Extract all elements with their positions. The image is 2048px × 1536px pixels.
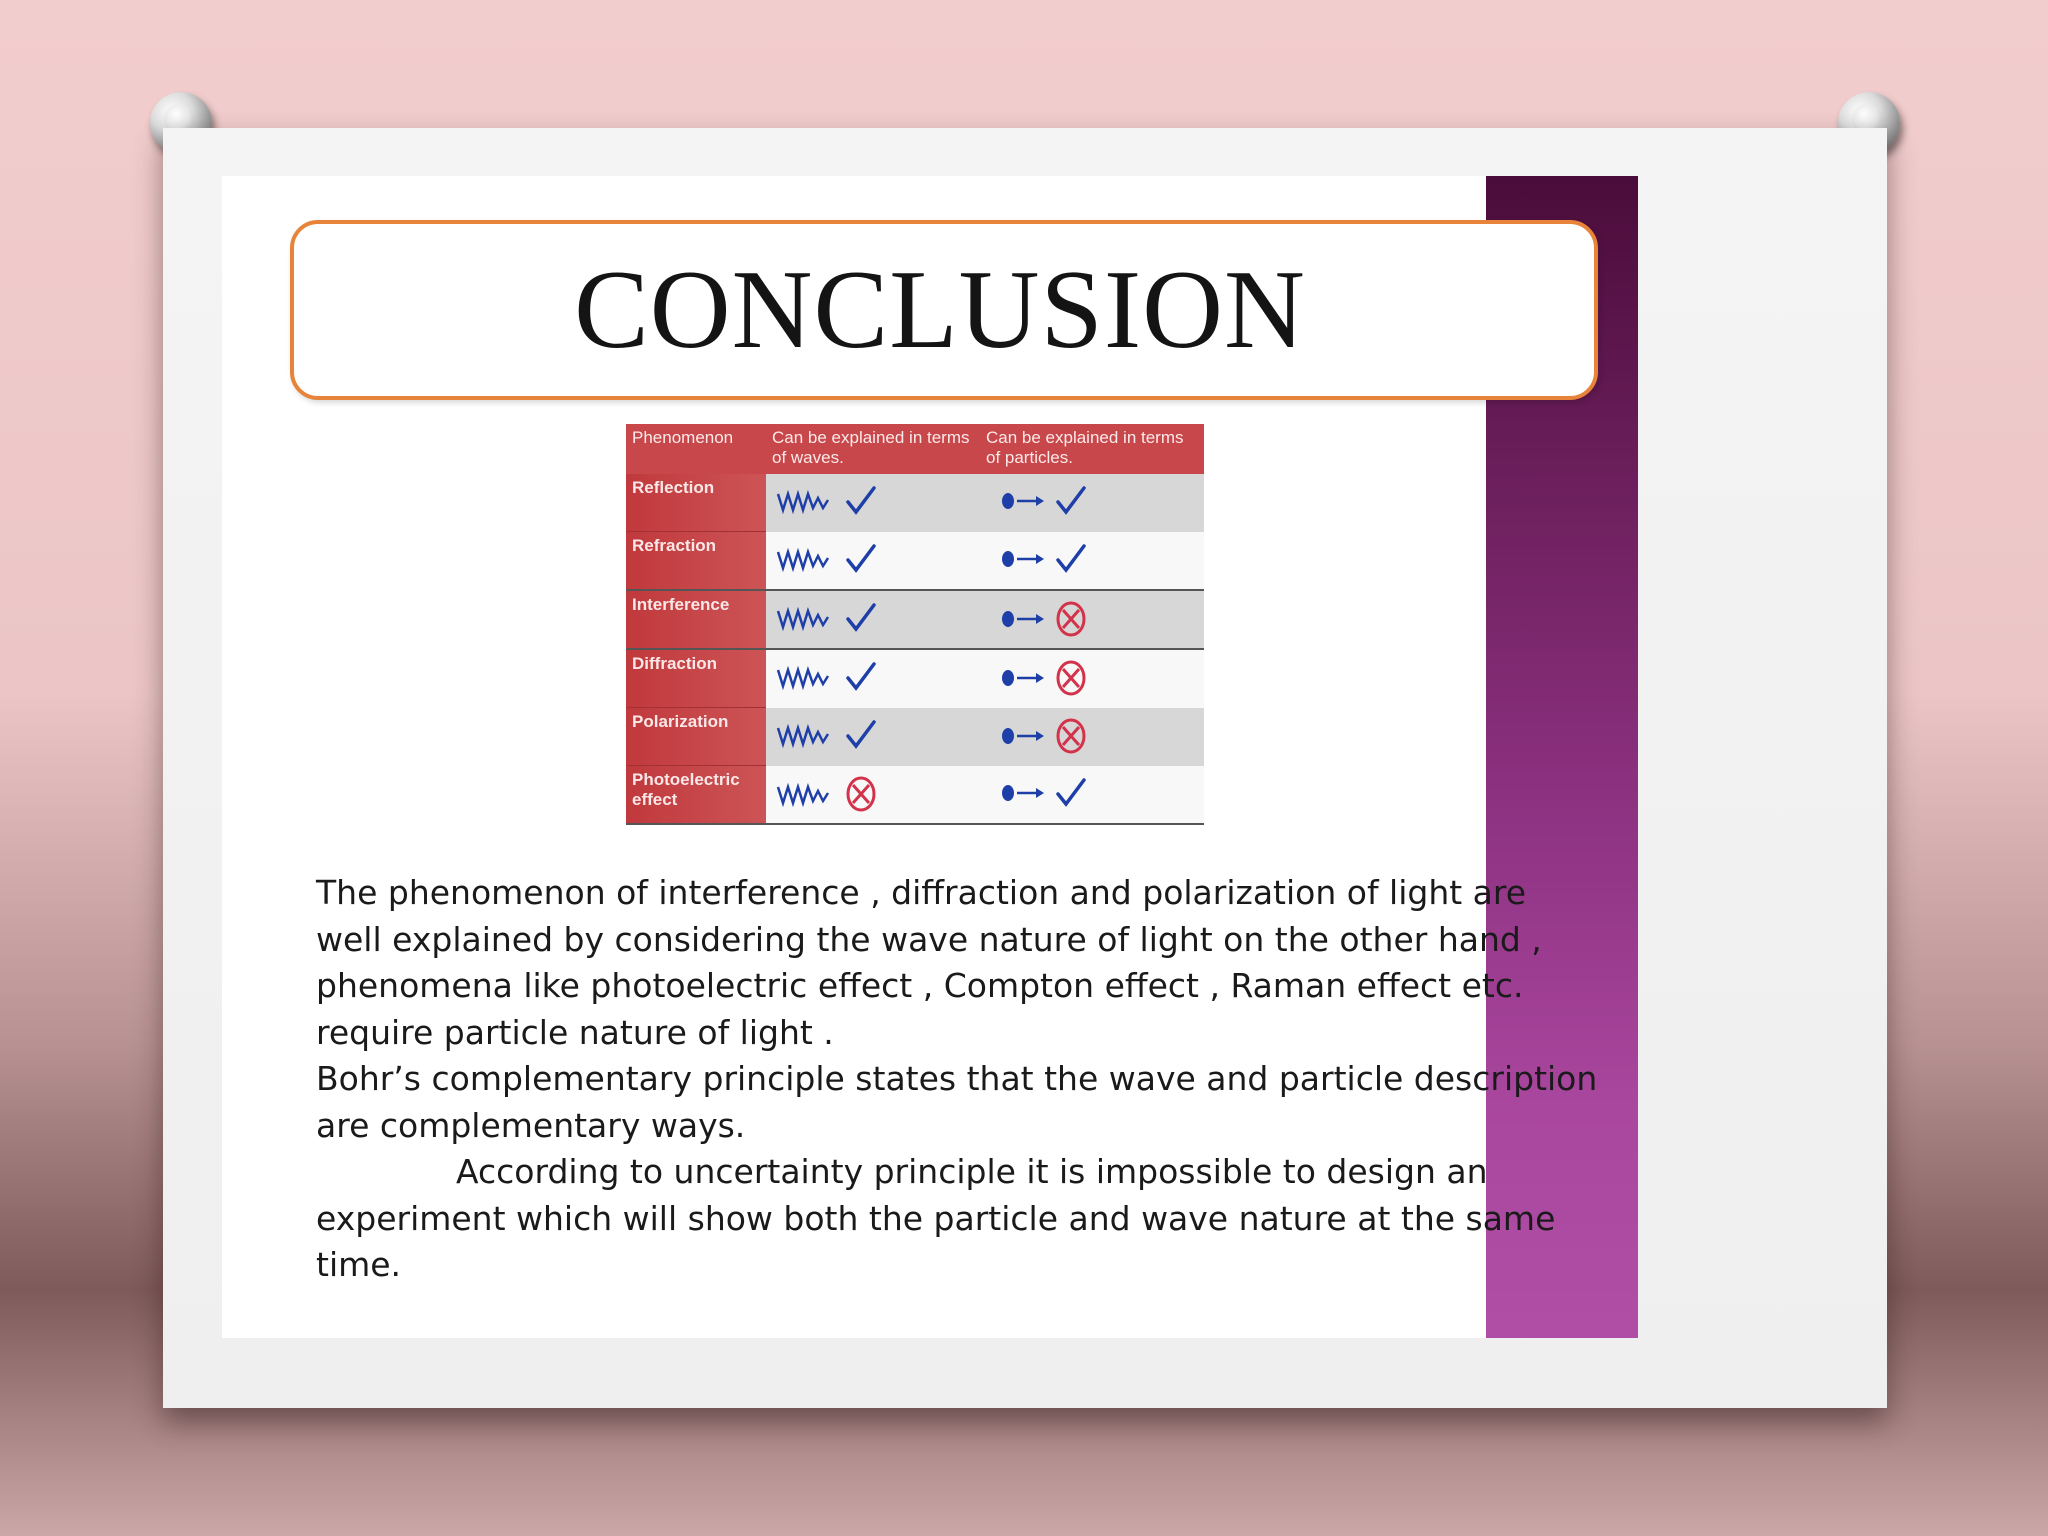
paragraph-line: According to uncertainty principle it is impossible to design an (456, 1152, 1488, 1191)
check-icon (844, 484, 878, 518)
table-row (626, 708, 1204, 766)
wave-icon (776, 544, 836, 574)
wave-icon (776, 603, 836, 633)
check-icon (844, 601, 878, 635)
waves-cell (766, 708, 980, 766)
slide-content (222, 176, 1638, 1338)
phenomenon-name: Photoelectric effect (626, 766, 766, 825)
check-icon (844, 542, 878, 576)
paragraph-line: Bohr’s complementary principle states that the wave and particle description (316, 1059, 1598, 1098)
paragraph-line: phenomena like photoelectric effect , Compton effect , Raman effect etc. (316, 966, 1524, 1005)
table-row (626, 649, 1204, 708)
particle-arrow-icon (1000, 544, 1046, 574)
waves-cell (766, 766, 980, 825)
particle-arrow-icon (1000, 663, 1046, 693)
paragraph-line: experiment which will show both the particle and wave nature at the same (316, 1198, 1556, 1238)
check-icon (1054, 484, 1088, 518)
wave-icon (776, 779, 836, 809)
header-particles: Can be explained in terms of particles. (980, 424, 1204, 474)
cross-circle-icon (844, 775, 878, 813)
table-row (626, 766, 1204, 825)
particles-cell (980, 590, 1204, 649)
wave-icon (776, 720, 836, 750)
title-box (290, 220, 1598, 400)
wave-icon (776, 486, 836, 516)
phenomenon-name: Polarization (626, 708, 766, 766)
particles-cell (980, 649, 1204, 708)
paragraph-line: well explained by considering the wave nature of light on the other hand , (316, 919, 1542, 959)
check-icon (1054, 776, 1088, 810)
paragraph-line: are complementary ways. (316, 1105, 746, 1145)
paragraph-line: require particle nature of light . (316, 1012, 834, 1052)
header-phenomenon: Phenomenon (626, 424, 766, 474)
slide-title: CONCLUSION (574, 247, 1306, 372)
particle-arrow-icon (1000, 721, 1046, 751)
phenomena-table (626, 424, 1204, 825)
phenomenon-name: Interference (626, 590, 766, 649)
phenomenon-name: Refraction (626, 532, 766, 591)
table-row (626, 590, 1204, 649)
table-header-row (626, 424, 1204, 474)
conclusion-text (316, 870, 1598, 1289)
particles-cell (980, 532, 1204, 591)
waves-cell (766, 474, 980, 532)
check-icon (844, 660, 878, 694)
waves-cell (766, 532, 980, 591)
particle-arrow-icon (1000, 778, 1046, 808)
particles-cell (980, 708, 1204, 766)
particle-arrow-icon (1000, 604, 1046, 634)
waves-cell (766, 590, 980, 649)
paragraph-line: time. (316, 1245, 402, 1284)
phenomenon-name: Reflection (626, 474, 766, 532)
table-row (626, 532, 1204, 591)
cross-circle-icon (1054, 600, 1088, 638)
waves-cell (766, 649, 980, 708)
check-icon (844, 718, 878, 752)
particles-cell (980, 766, 1204, 825)
paragraph-line: The phenomenon of interference , diffraction and polarization of light are (316, 873, 1527, 912)
header-waves: Can be explained in terms of waves. (766, 424, 980, 474)
wave-icon (776, 662, 836, 692)
particle-arrow-icon (1000, 486, 1046, 516)
phenomenon-name: Diffraction (626, 649, 766, 708)
table-row (626, 474, 1204, 532)
check-icon (1054, 542, 1088, 576)
particles-cell (980, 474, 1204, 532)
cross-circle-icon (1054, 717, 1088, 755)
cross-circle-icon (1054, 659, 1088, 697)
